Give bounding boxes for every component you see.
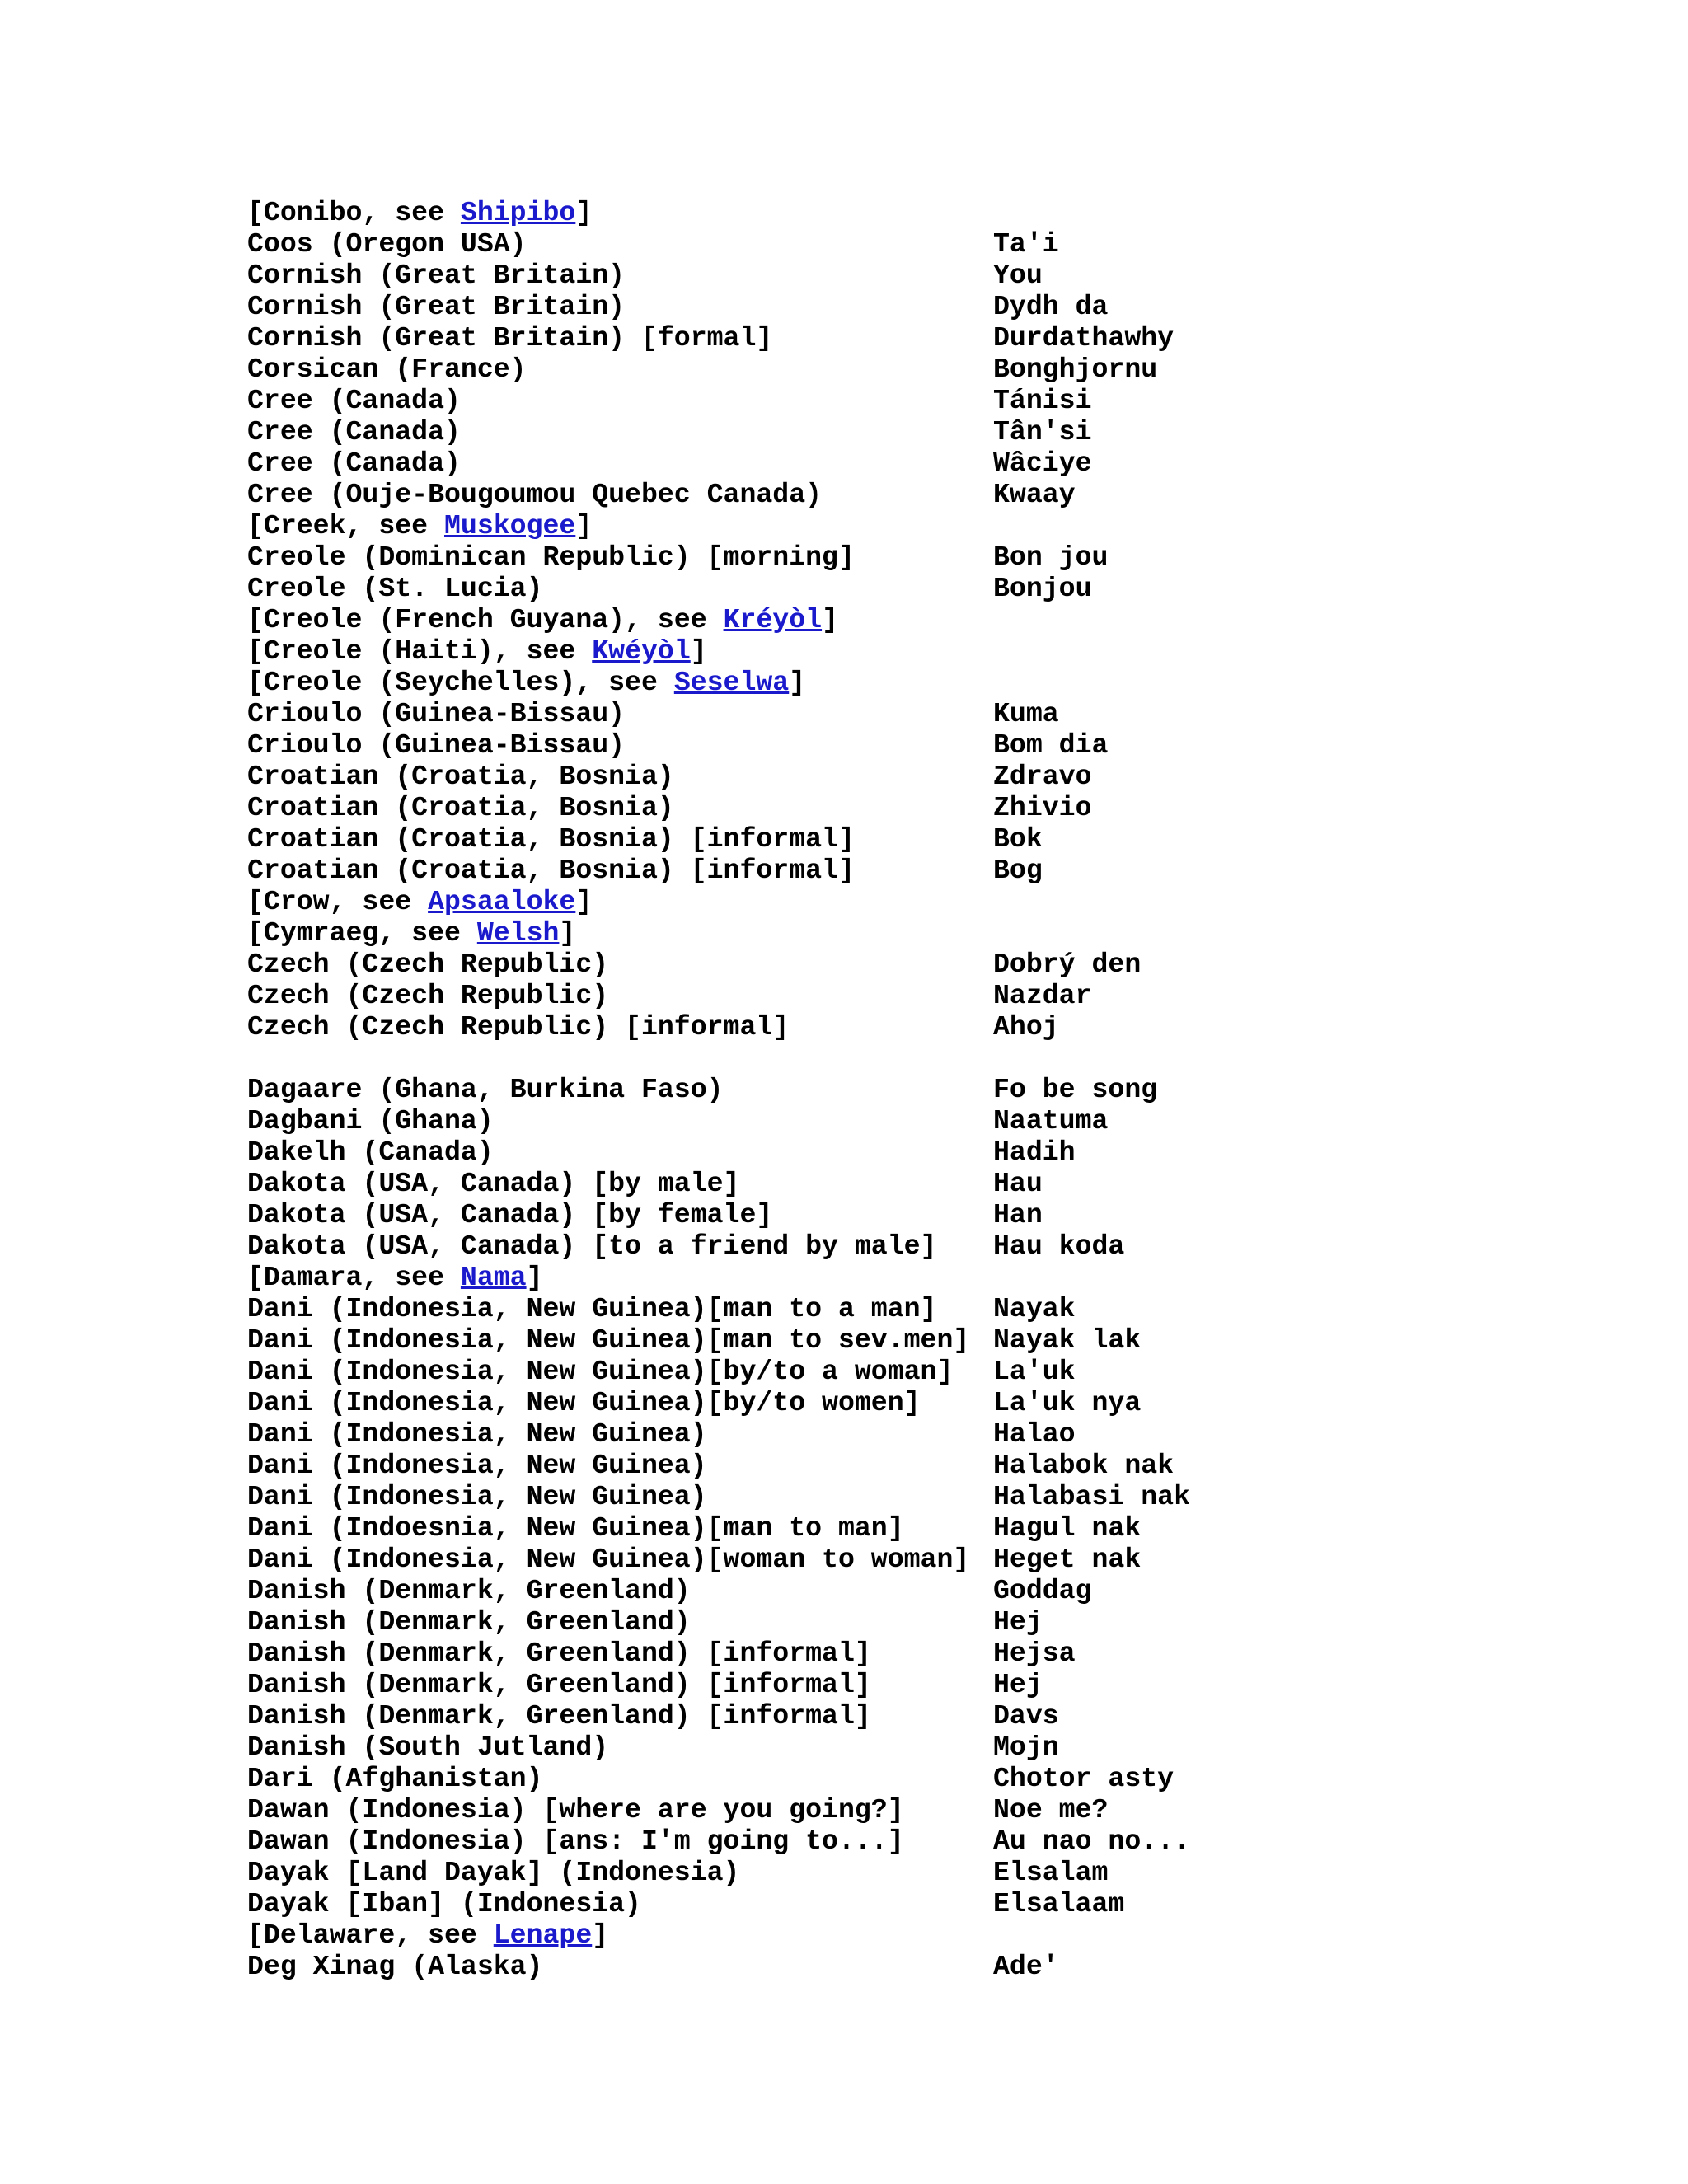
entry-row [247, 980, 1648, 1011]
language-name: Croatian (Croatia, Bosnia) [informal] [247, 823, 855, 855]
entry-row [247, 1450, 1648, 1481]
entry-row [247, 1481, 1648, 1512]
language-name: Dani (Indonesia, New Guinea)[man to a man] [247, 1293, 937, 1324]
greetings-list [247, 197, 1648, 1982]
entry-row [247, 823, 1648, 855]
entry-row [247, 385, 1648, 416]
entry-row [247, 1544, 1648, 1575]
greeting-text: Mojn [993, 1732, 1059, 1763]
cross-reference-prefix: [Conibo, see [247, 197, 461, 228]
entry-row [247, 1011, 1648, 1043]
greeting-text: Halabok nak [993, 1450, 1175, 1481]
cross-reference-prefix: [Creole (French Guyana), see [247, 604, 724, 635]
entry-row [247, 479, 1648, 510]
cross-reference-prefix: [Damara, see [247, 1262, 461, 1293]
entry-row [247, 1168, 1648, 1199]
cross-reference-row [247, 886, 1648, 917]
greeting-text: Tánisi [993, 385, 1092, 416]
language-name: Danish (South Jutland) [247, 1732, 609, 1763]
greeting-text: Kwaay [993, 479, 1076, 510]
greeting-text: Bon jou [993, 541, 1109, 573]
language-name: Dawan (Indonesia) [ans: I'm going to...] [247, 1825, 904, 1857]
cross-reference-row [247, 917, 1648, 949]
cross-reference-row [247, 667, 1648, 698]
entry-row [247, 1825, 1648, 1857]
entry-row [247, 1606, 1648, 1638]
greeting-text: You [993, 260, 1043, 291]
entry-row [247, 792, 1648, 823]
language-name: Dagaare (Ghana, Burkina Faso) [247, 1074, 724, 1105]
greeting-text: Ade' [993, 1951, 1059, 1982]
language-name: Dakota (USA, Canada) [by male] [247, 1168, 740, 1199]
greeting-text: Chotor asty [993, 1763, 1175, 1794]
entry-row [247, 1638, 1648, 1669]
greeting-text: Ahoj [993, 1011, 1059, 1043]
cross-reference-suffix: ] [559, 917, 576, 949]
greeting-text: Ta'i [993, 228, 1059, 260]
language-name: Dakota (USA, Canada) [to a friend by male] [247, 1230, 937, 1262]
cross-reference-suffix: ] [526, 1262, 543, 1293]
cross-reference-row [247, 635, 1648, 667]
language-name: Creole (St. Lucia) [247, 573, 543, 604]
greeting-text: Dobrý den [993, 949, 1142, 980]
entry-row [247, 260, 1648, 291]
language-name: Croatian (Croatia, Bosnia) [247, 761, 674, 792]
greeting-text: Fo be song [993, 1074, 1158, 1105]
language-name: Dawan (Indonesia) [where are you going?] [247, 1794, 904, 1825]
language-name: Croatian (Croatia, Bosnia) [247, 792, 674, 823]
language-name: Dagbani (Ghana) [247, 1105, 494, 1137]
language-name: Dayak [Iban] (Indonesia) [247, 1888, 641, 1919]
cross-reference-prefix: [Creole (Seychelles), see [247, 667, 674, 698]
cross-reference-link[interactable]: Welsh [476, 917, 560, 949]
cross-reference-prefix: [Delaware, see [247, 1919, 494, 1951]
language-name: Dani (Indonesia, New Guinea)[man to sev.men] [247, 1324, 970, 1356]
entry-row [247, 761, 1648, 792]
greeting-text: Bok [993, 823, 1043, 855]
language-name: Cornish (Great Britain) [formal] [247, 322, 773, 354]
greeting-text: Heget nak [993, 1544, 1142, 1575]
entry-row [247, 322, 1648, 354]
language-name: Czech (Czech Republic) [247, 980, 609, 1011]
language-name: Danish (Denmark, Greenland) [247, 1606, 691, 1638]
entry-row [247, 1074, 1648, 1105]
greeting-text: Bog [993, 855, 1043, 886]
cross-reference-link[interactable]: Kwéyòl [592, 635, 691, 667]
cross-reference-link[interactable]: Apsaaloke [428, 886, 576, 917]
language-name: Cree (Canada) [247, 416, 461, 448]
language-name: Cree (Canada) [247, 448, 461, 479]
entry-row [247, 1794, 1648, 1825]
cross-reference-prefix: [Creole (Haiti), see [247, 635, 593, 667]
greeting-text: Naatuma [993, 1105, 1109, 1137]
entry-row [247, 1137, 1648, 1168]
greeting-text: Kuma [993, 698, 1059, 729]
language-name: Dakota (USA, Canada) [by female] [247, 1199, 773, 1230]
language-name: Dani (Indonesia, New Guinea)[woman to woman] [247, 1544, 970, 1575]
greeting-text: Zhivio [993, 792, 1092, 823]
language-name: Deg Xinag (Alaska) [247, 1951, 543, 1982]
cross-reference-row [247, 1919, 1648, 1951]
language-name: Danish (Denmark, Greenland) [247, 1575, 691, 1606]
entry-row [247, 228, 1648, 260]
entry-row [247, 416, 1648, 448]
entry-row [247, 291, 1648, 322]
language-name: Dari (Afghanistan) [247, 1763, 543, 1794]
greeting-text: Hej [993, 1606, 1043, 1638]
language-name: Dani (Indonesia, New Guinea)[by/to a woman] [247, 1356, 954, 1387]
language-name: Danish (Denmark, Greenland) [informal] [247, 1700, 871, 1732]
greeting-text: Hej [993, 1669, 1043, 1700]
greeting-text: Bonjou [993, 573, 1092, 604]
language-name: Creole (Dominican Republic) [morning] [247, 541, 855, 573]
cross-reference-suffix: ] [575, 886, 593, 917]
cross-reference-row [247, 1262, 1648, 1293]
cross-reference-suffix: ] [822, 604, 838, 635]
entry-row [247, 1199, 1648, 1230]
cross-reference-link[interactable]: Seselwa [673, 667, 790, 698]
entry-row [247, 1230, 1648, 1262]
language-name: Dani (Indoesnia, New Guinea)[man to man] [247, 1512, 904, 1544]
cross-reference-row [247, 197, 1648, 228]
language-name: Dani (Indonesia, New Guinea) [247, 1481, 707, 1512]
entry-row [247, 1293, 1648, 1324]
entry-row [247, 1324, 1648, 1356]
cross-reference-link[interactable]: Muskogee [444, 510, 576, 541]
language-name: Crioulo (Guinea-Bissau) [247, 698, 626, 729]
entry-row [247, 1356, 1648, 1387]
entry-row [247, 354, 1648, 385]
language-name: Coos (Oregon USA) [247, 228, 527, 260]
entry-row [247, 1700, 1648, 1732]
greeting-text: Tân'si [993, 416, 1092, 448]
greeting-text: Hejsa [993, 1638, 1076, 1669]
entry-row [247, 1732, 1648, 1763]
greeting-text: Bonghjornu [993, 354, 1158, 385]
language-name: Cree (Ouje-Bougoumou Quebec Canada) [247, 479, 823, 510]
greeting-text: Nayak lak [993, 1324, 1142, 1356]
cross-reference-suffix: ] [690, 635, 707, 667]
entry-row [247, 729, 1648, 761]
greeting-text: Au nao no... [993, 1825, 1190, 1857]
entry-row [247, 541, 1648, 573]
greeting-text: Goddag [993, 1575, 1092, 1606]
entry-row [247, 1575, 1648, 1606]
greeting-text: Zdravo [993, 761, 1092, 792]
cross-reference-suffix: ] [575, 510, 593, 541]
greeting-text: Hagul nak [993, 1512, 1142, 1544]
language-name: Corsican (France) [247, 354, 527, 385]
greeting-text: Hadih [993, 1137, 1076, 1168]
cross-reference-link[interactable]: Shipibo [460, 197, 576, 228]
cross-reference-suffix: ] [575, 197, 593, 228]
entry-row [247, 1105, 1648, 1137]
entry-row [247, 1512, 1648, 1544]
entry-row [247, 1857, 1648, 1888]
greeting-text: Durdathawhy [993, 322, 1175, 354]
greeting-text: Bom dia [993, 729, 1109, 761]
entry-row [247, 1951, 1648, 1982]
language-name: Cornish (Great Britain) [247, 291, 626, 322]
cross-reference-suffix: ] [789, 667, 806, 698]
greeting-text: Wâciye [993, 448, 1092, 479]
cross-reference-link[interactable]: Lenape [493, 1919, 593, 1951]
language-name: Crioulo (Guinea-Bissau) [247, 729, 626, 761]
language-name: Cornish (Great Britain) [247, 260, 626, 291]
cross-reference-prefix: [Crow, see [247, 886, 429, 917]
entry-row [247, 949, 1648, 980]
entry-row [247, 573, 1648, 604]
entry-row [247, 1888, 1648, 1919]
entry-row [247, 448, 1648, 479]
language-name: Dani (Indonesia, New Guinea) [247, 1418, 707, 1450]
language-name: Dayak [Land Dayak] (Indonesia) [247, 1857, 740, 1888]
greeting-text: Nazdar [993, 980, 1092, 1011]
greeting-text: La'uk nya [993, 1387, 1142, 1418]
greeting-text: La'uk [993, 1356, 1076, 1387]
entry-row [247, 1418, 1648, 1450]
greeting-text: Elsalaam [993, 1888, 1125, 1919]
greeting-text: Hau koda [993, 1230, 1125, 1262]
language-name: Cree (Canada) [247, 385, 461, 416]
language-name: Dakelh (Canada) [247, 1137, 494, 1168]
greeting-text: Noe me? [993, 1794, 1109, 1825]
entry-row [247, 698, 1648, 729]
language-name: Croatian (Croatia, Bosnia) [informal] [247, 855, 855, 886]
language-name: Dani (Indonesia, New Guinea) [247, 1450, 707, 1481]
greeting-text: Davs [993, 1700, 1059, 1732]
cross-reference-link[interactable]: Kréyòl [723, 604, 823, 635]
greeting-text: Elsalam [993, 1857, 1109, 1888]
cross-reference-prefix: [Creek, see [247, 510, 444, 541]
cross-reference-prefix: [Cymraeg, see [247, 917, 477, 949]
blank-row [247, 1043, 1648, 1074]
greeting-text: Nayak [993, 1293, 1076, 1324]
entry-row [247, 1669, 1648, 1700]
greeting-text: Han [993, 1199, 1043, 1230]
cross-reference-row [247, 604, 1648, 635]
language-name: Czech (Czech Republic) [247, 949, 609, 980]
entry-row [247, 855, 1648, 886]
greeting-text: Hau [993, 1168, 1043, 1199]
cross-reference-link[interactable]: Nama [460, 1262, 527, 1293]
cross-reference-row [247, 510, 1648, 541]
cross-reference-suffix: ] [592, 1919, 609, 1951]
entry-row [247, 1387, 1648, 1418]
greeting-text: Halabasi nak [993, 1481, 1190, 1512]
language-name: Dani (Indonesia, New Guinea)[by/to women] [247, 1387, 921, 1418]
greeting-text: Halao [993, 1418, 1076, 1450]
language-name: Czech (Czech Republic) [informal] [247, 1011, 790, 1043]
entry-row [247, 1763, 1648, 1794]
language-name: Danish (Denmark, Greenland) [informal] [247, 1669, 871, 1700]
greeting-text: Dydh da [993, 291, 1109, 322]
language-name: Danish (Denmark, Greenland) [informal] [247, 1638, 871, 1669]
